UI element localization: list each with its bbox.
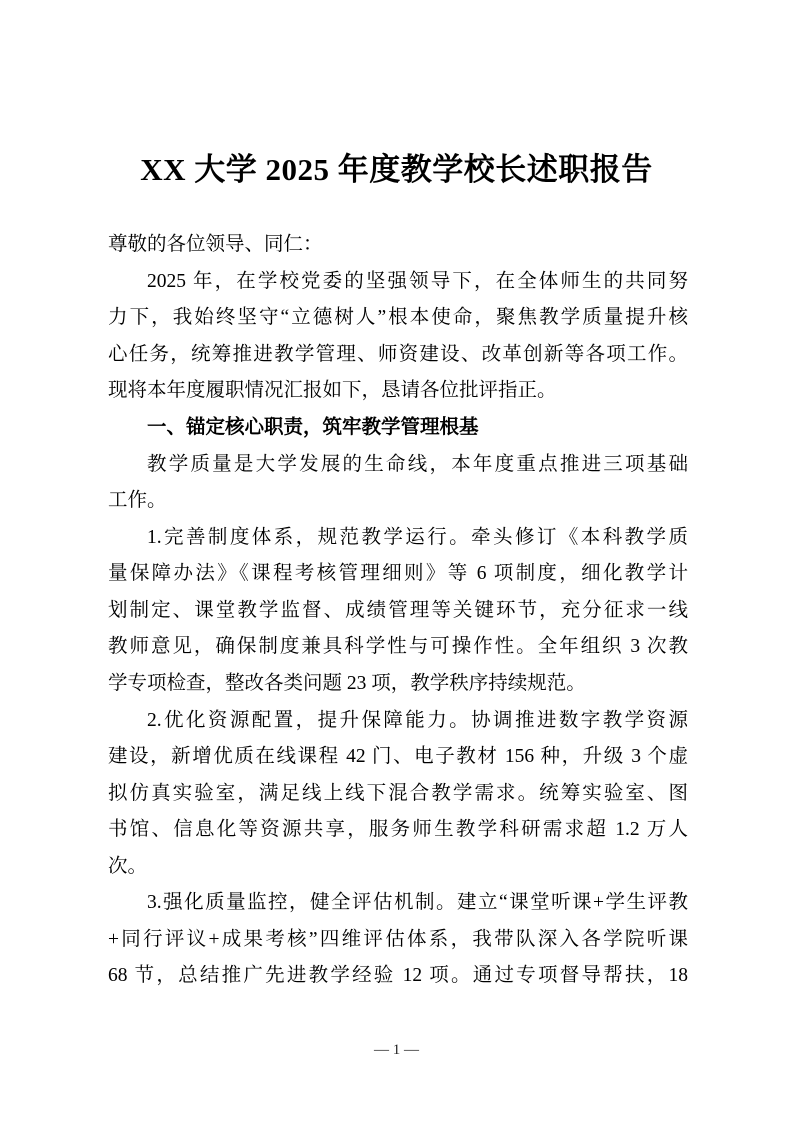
paragraph-line: +同行评议+成果考核”四维评估体系，我带队深入各学院听课 bbox=[108, 929, 688, 950]
paragraph-line: 教师意见，确保制度兼具科学性与可操作性。全年组织 3 次教 bbox=[108, 636, 688, 657]
paragraph-line: 1.完善制度体系，规范教学运行。牵头修订《本科教学质 bbox=[147, 527, 688, 548]
paragraph-line: 2025 年，在学校党委的坚强领导下，在全体师生的共同努 bbox=[147, 271, 688, 292]
paragraph-line: 次。 bbox=[108, 856, 148, 877]
paragraph-line: 3.强化质量监控，健全评估机制。建立“课堂听课+学生评教 bbox=[147, 892, 688, 913]
paragraph-line: 书馆、信息化等资源共享，服务师生教学科研需求超 1.2 万人 bbox=[108, 819, 688, 840]
paragraph-line: 工作。 bbox=[108, 490, 167, 511]
page-number: — 1 — bbox=[374, 1042, 419, 1058]
paragraph-line: 2.优化资源配置，提升保障能力。协调推进数字教学资源 bbox=[147, 710, 688, 731]
paragraph-line: 现将本年度履职情况汇报如下，恳请各位批评指正。 bbox=[108, 380, 557, 401]
paragraph-line: 力下，我始终坚守“立德树人”根本使命，聚焦教学质量提升核 bbox=[108, 307, 688, 328]
paragraph-line: 学专项检查，整改各类问题 23 项，教学秩序持续规范。 bbox=[108, 673, 586, 694]
section-heading: 一、锚定核心职责，筑牢教学管理根基 bbox=[147, 417, 479, 438]
document-title: XX 大学 2025 年度教学校长述职报告 bbox=[140, 152, 653, 187]
salutation: 尊敬的各位领导、同仁： bbox=[108, 234, 323, 255]
paragraph-line: 教学质量是大学发展的生命线，本年度重点推进三项基础 bbox=[147, 454, 688, 475]
paragraph-line: 68 节，总结推广先进教学经验 12 项。通过专项督导帮扶，18 bbox=[108, 965, 688, 986]
paragraph-line: 建设，新增优质在线课程 42 门、电子教材 156 种，升级 3 个虚 bbox=[108, 746, 688, 767]
paragraph-line: 量保障办法》《课程考核管理细则》等 6 项制度，细化教学计 bbox=[108, 563, 688, 584]
paragraph-line: 划制定、课堂教学监督、成绩管理等关键环节，充分征求一线 bbox=[108, 600, 688, 621]
paragraph-line: 拟仿真实验室，满足线上线下混合教学需求。统筹实验室、图 bbox=[108, 783, 688, 804]
paragraph-line: 心任务，统筹推进教学管理、师资建设、改革创新等各项工作。 bbox=[108, 344, 688, 365]
